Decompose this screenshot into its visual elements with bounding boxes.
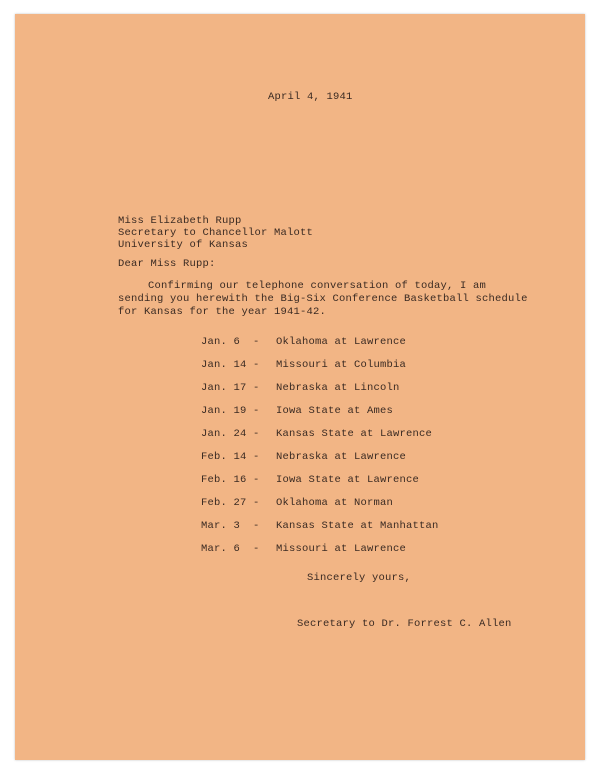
schedule-game: Kansas State at Lawrence: [276, 428, 433, 440]
letter-date: April 4, 1941: [268, 91, 353, 103]
schedule-dash: -: [253, 497, 260, 509]
recipient-title: Secretary to Chancellor Malott: [118, 227, 314, 239]
schedule-dash: -: [253, 336, 260, 348]
schedule-game: Oklahoma at Lawrence: [276, 336, 407, 348]
salutation: Dear Miss Rupp:: [118, 258, 216, 270]
schedule-game: Missouri at Lawrence: [276, 543, 407, 555]
schedule-dash: -: [253, 382, 260, 394]
schedule-game: Kansas State at Manhattan: [276, 520, 439, 532]
schedule-date: Jan. 19: [201, 405, 247, 417]
schedule-date: Mar. 3: [201, 520, 241, 532]
schedule-date: Jan. 6: [201, 336, 241, 348]
body-line: sending you herewith the Big-Six Conference Basketball schedule: [118, 293, 528, 305]
schedule-date: Mar. 6: [201, 543, 241, 555]
schedule-game: Nebraska at Lawrence: [276, 451, 407, 463]
schedule-dash: -: [253, 474, 260, 486]
schedule-game: Iowa State at Ames: [276, 405, 394, 417]
schedule-date: Feb. 27: [201, 497, 247, 509]
recipient-organization: University of Kansas: [118, 239, 249, 251]
body-line: Confirming our telephone conversation of today, I am: [148, 280, 487, 292]
schedule-date: Jan. 17: [201, 382, 247, 394]
signature-line: Secretary to Dr. Forrest C. Allen: [297, 618, 512, 630]
schedule-game: Nebraska at Lincoln: [276, 382, 400, 394]
schedule-game: Oklahoma at Norman: [276, 497, 394, 509]
schedule-dash: -: [253, 520, 260, 532]
schedule-date: Jan. 14: [201, 359, 247, 371]
recipient-name: Miss Elizabeth Rupp: [118, 215, 242, 227]
schedule-date: Feb. 16: [201, 474, 247, 486]
schedule-dash: -: [253, 428, 260, 440]
body-line: for Kansas for the year 1941-42.: [118, 306, 327, 318]
schedule-dash: -: [253, 405, 260, 417]
schedule-dash: -: [253, 451, 260, 463]
schedule-date: Jan. 24: [201, 428, 247, 440]
schedule-game: Missouri at Columbia: [276, 359, 407, 371]
schedule-dash: -: [253, 359, 260, 371]
schedule-date: Feb. 14: [201, 451, 247, 463]
letter-page: [15, 14, 585, 760]
closing: Sincerely yours,: [307, 572, 412, 584]
schedule-game: Iowa State at Lawrence: [276, 474, 420, 486]
schedule-dash: -: [253, 543, 260, 555]
